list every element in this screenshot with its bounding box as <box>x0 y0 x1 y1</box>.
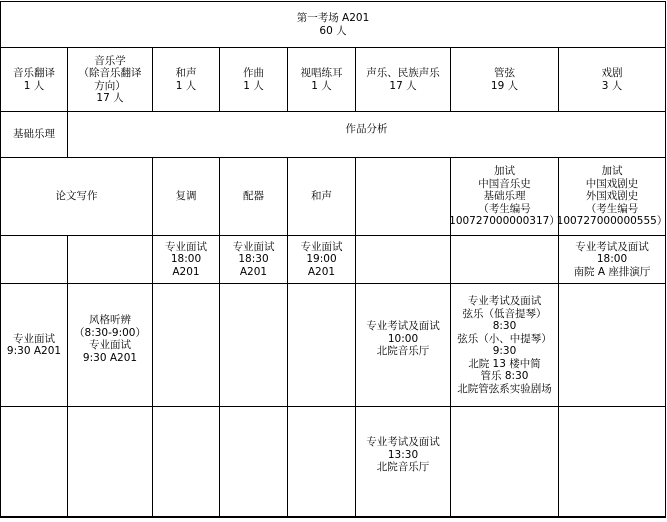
cell-text: 和声 <box>175 67 197 79</box>
cell-translation-interview <box>1 284 67 406</box>
cell-extra-drama-history <box>556 158 667 235</box>
cell-text: 专业面试 <box>13 332 55 345</box>
cell-text: 方向） <box>94 79 126 92</box>
cell-text: 加试 <box>601 165 623 178</box>
cell-text: A201 <box>239 265 268 278</box>
cell-text: A201 <box>172 265 200 278</box>
table-header <box>1 2 665 47</box>
cell-text: （考生编号 <box>585 202 639 215</box>
cell-text: 1 人 <box>311 79 332 92</box>
cell-text: 北院 13 楼中简 <box>468 357 541 370</box>
cell-text: 管弦 <box>494 67 515 79</box>
cell-text: 声乐、民族声乐 <box>366 67 440 79</box>
cell-text: 专业面试 <box>232 240 275 253</box>
cell-text: 外国戏剧史 <box>585 190 639 203</box>
cell-work-analysis <box>68 112 665 147</box>
cell-text: 基础乐理 <box>483 190 526 203</box>
cell-text: （除音乐翻译 <box>78 67 142 79</box>
cell-vocal-morning-exam <box>356 284 450 394</box>
cell-orchestration <box>220 158 287 235</box>
cell-text: 18:00 <box>596 253 628 266</box>
rule <box>0 406 666 407</box>
cell-text: 13:30 <box>387 448 419 461</box>
cell-orchestral-exam <box>451 284 558 406</box>
cell-text: 19 人 <box>490 79 519 92</box>
cell-text: （8:30-9:00） <box>74 326 146 339</box>
cell-text: 1 人 <box>23 79 45 92</box>
cell-musicology <box>68 48 152 111</box>
cell-text: 弦乐（低音提琴） <box>462 307 547 320</box>
cell-text: 19:00 <box>306 253 337 266</box>
cell-solfege <box>288 48 355 111</box>
cell-text: 风格听辨 <box>89 314 131 326</box>
cell-text: 视唱练耳 <box>300 67 343 79</box>
cell-drama <box>559 48 665 111</box>
cell-text: 专业考试及面试 <box>575 240 649 253</box>
exam-room-title: 第一考场 A201 <box>296 12 370 24</box>
cell-text: 复调 <box>175 190 197 203</box>
cell-text: 1 人 <box>175 79 197 92</box>
rule <box>355 157 356 235</box>
cell-musicology-interview <box>68 284 152 394</box>
cell-text: 北院管弦系实验剧场 <box>457 382 552 395</box>
cell-text: 配器 <box>243 190 264 203</box>
cell-orchestration-interview <box>220 236 287 283</box>
cell-text: 18:00 <box>170 253 202 266</box>
cell-text: 和声 <box>311 190 332 203</box>
cell-text: （考生编号 <box>478 202 531 215</box>
cell-music-translation <box>1 48 67 111</box>
cell-text: 作品分析 <box>345 123 388 136</box>
cell-text: 1 人 <box>243 79 264 92</box>
cell-drama-interview <box>559 236 665 283</box>
cell-text: 戏剧 <box>601 67 623 79</box>
exam-room-count: 60 人 <box>319 24 347 37</box>
cell-text: 南院 A 座排演厅 <box>573 265 651 278</box>
cell-text: 专业面试 <box>89 339 131 351</box>
cell-extra-music-history <box>451 158 558 235</box>
cell-counterpoint-interview <box>153 236 219 283</box>
cell-text: 中国戏剧史 <box>585 177 639 190</box>
cell-text: 音乐翻译 <box>13 67 55 79</box>
cell-thesis-writing <box>1 158 152 235</box>
cell-text: 9:30 <box>492 345 517 357</box>
cell-text: 专业考试及面试 <box>366 320 440 333</box>
cell-text: 基础乐理 <box>13 128 55 141</box>
cell-text: 论文写作 <box>55 190 98 203</box>
cell-text: 专业考试及面试 <box>467 295 542 307</box>
cell-text: 3 人 <box>601 79 623 92</box>
cell-orchestral <box>451 48 558 111</box>
cell-text: 专业考试及面试 <box>366 436 440 449</box>
cell-vocal <box>356 48 450 111</box>
cell-text: 9:30 A201 <box>82 351 138 364</box>
cell-text: 中国音乐史 <box>478 177 531 190</box>
cell-text: 17 人 <box>96 92 124 104</box>
cell-basic-theory <box>1 112 67 157</box>
cell-harmony <box>153 48 219 111</box>
cell-text: 9:30 A201 <box>6 345 62 357</box>
cell-text: 10:00 <box>387 332 419 345</box>
cell-text: 100727000000317） <box>449 215 560 228</box>
rule <box>0 516 666 518</box>
cell-text: 音乐学 <box>94 54 126 67</box>
rule <box>665 1 666 518</box>
cell-text: 北院音乐厅 <box>376 345 430 358</box>
cell-text: 18:30 <box>238 253 269 266</box>
cell-text: 8:30 <box>492 320 517 332</box>
cell-text: 北院音乐厅 <box>376 461 430 474</box>
cell-text: 管乐 8:30 <box>480 370 529 382</box>
cell-vocal-afternoon-exam <box>356 407 450 503</box>
cell-counterpoint <box>153 158 219 235</box>
cell-harmony-interview <box>288 236 355 283</box>
cell-text: 作曲 <box>243 67 264 79</box>
cell-text: 专业面试 <box>300 240 343 253</box>
cell-text: 17 人 <box>389 79 417 92</box>
cell-text: A201 <box>307 265 336 278</box>
cell-composition <box>220 48 287 111</box>
cell-harmony-exam <box>288 158 355 235</box>
cell-text: 弦乐（小、中提琴） <box>457 332 552 345</box>
cell-text: 专业面试 <box>165 240 207 253</box>
cell-text: 加试 <box>494 165 515 178</box>
cell-text: 100727000000555） <box>556 215 667 228</box>
